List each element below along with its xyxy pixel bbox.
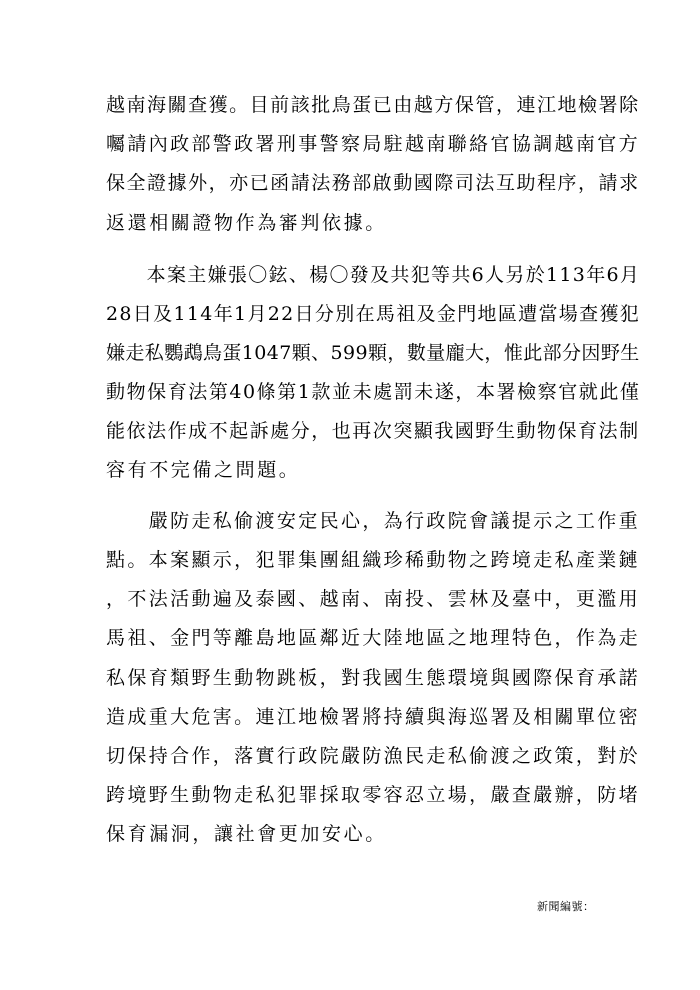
- paragraph-1-line-1: 越南海關查獲。目前該批鳥蛋已由越方保管，連江地檢署除: [106, 94, 640, 116]
- paragraph-3-line-6: 造成重大危害。連江地檢署將持續與海巡署及相關單位密: [106, 706, 641, 728]
- paragraph-1-line-4: 返還相關證物作為審判依據。: [106, 212, 387, 234]
- paragraph-3-line-4: 馬祖、金門等離島地區鄰近大陸地區之地理特色，作為走: [106, 627, 641, 649]
- paragraph-3-line-9: 保育漏洞，讓社會更加安心。: [106, 823, 387, 845]
- paragraph-2-line-5: 能依法作成不起訴處分，也再次突顯我國野生動物保育法制: [106, 420, 640, 442]
- paragraph-2-line-3: 嫌走私鸚鵡鳥蛋1047顆、599顆，數量龐大，惟此部分因野生: [106, 342, 640, 364]
- paragraph-3-line-2: 點。本案顯示，犯罪集團組織珍稀動物之跨境走私產業鏈: [106, 549, 641, 571]
- paragraph-2-line-6: 容有不完備之問題。: [106, 459, 301, 481]
- paragraph-2-line-4: 動物保育法第40條第1款並未處罰未遂，本署檢察官就此僅: [106, 381, 641, 403]
- paragraph-3-line-3: ，不法活動遍及泰國、越南、南投、雲林及臺中，更濫用: [106, 588, 641, 610]
- paragraph-3-line-1: 嚴防走私偷渡安定民心，為行政院會議提示之工作重: [106, 510, 641, 532]
- paragraph-3-line-8: 跨境野生動物走私犯罪採取零容忍立場，嚴查嚴辦，防堵: [106, 784, 641, 806]
- paragraph-2-line-1: 本案主嫌張〇鉉、楊〇發及共犯等共6人另於113年6月: [106, 264, 641, 286]
- paragraph-1-line-2: 囑請內政部警政署刑事警察局駐越南聯絡官協調越南官方: [106, 133, 641, 155]
- paragraph-2-line-2: 28日及114年1月22日分別在馬祖及金門地區遭當場查獲犯: [106, 303, 641, 325]
- paragraph-1-line-3: 保全證據外，亦已函請法務部啟動國際司法互助程序，請求: [106, 172, 640, 194]
- press-release-number-label: 新聞編號：: [537, 900, 595, 913]
- paragraph-3-line-5: 私保育類野生動物跳板，對我國生態環境與國際保育承諾: [106, 667, 641, 689]
- paragraph-3-line-7: 切保持合作，落實行政院嚴防漁民走私偷渡之政策，對於: [106, 745, 641, 767]
